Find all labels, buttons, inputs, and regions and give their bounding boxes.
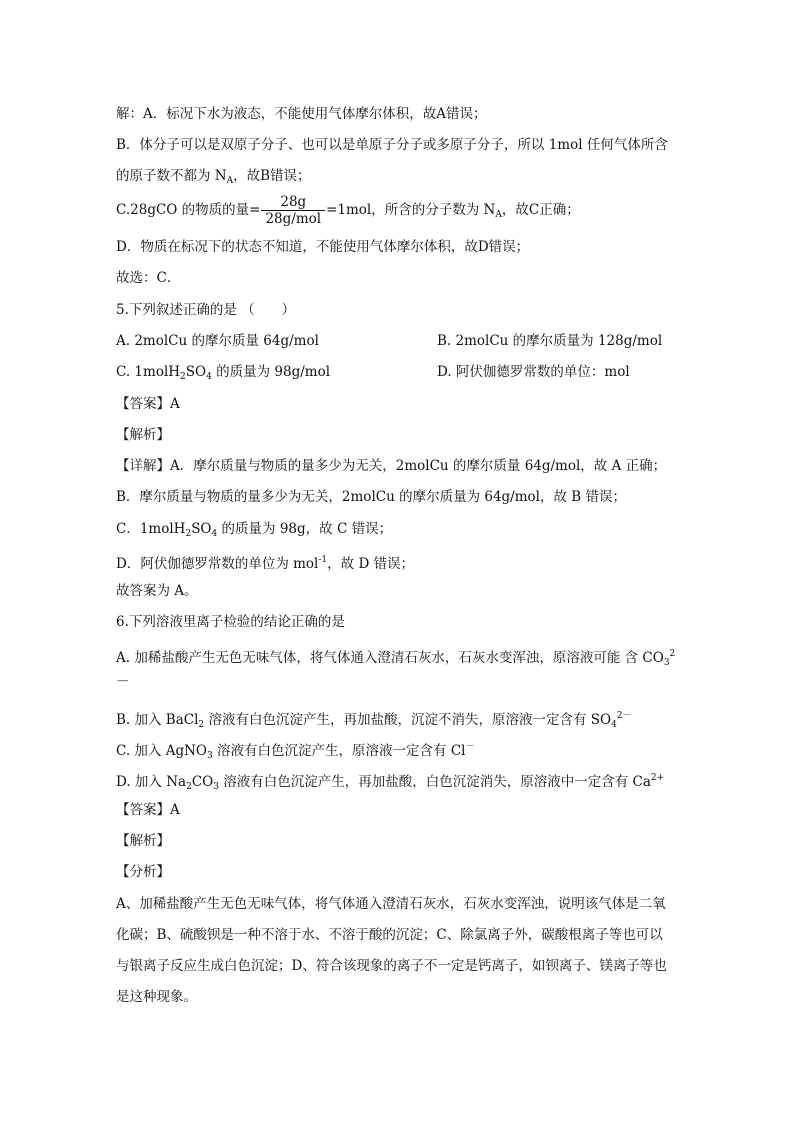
- q6-option-a-continued: －: [116, 674, 130, 690]
- q4-solution-b-line1: B．体分子可以是双原子分子、也可以是单原子分子或多原子分子，所以 1mol 任何气体所含: [116, 137, 668, 153]
- q5-option-d: D. 阿伏伽德罗常数的单位：mol: [437, 364, 630, 380]
- q6-option-c: C. 加入 AgNO$_3$ 溶液有白色沉淀产生，原溶液一定含有 Cl－: [116, 742, 475, 761]
- q5-detail-a: 【详解】A．摩尔质量与物质的量多少为无关，2molCu 的摩尔质量 64g/mol，故 A 正确；: [116, 458, 667, 474]
- q6-option-d: D. 加入 $Na_2CO_3$ 溶液有白色沉淀产生，再加盐酸，白色沉淀消失，原溶液中一定含有 $Ca^{2+}$: [116, 773, 665, 792]
- fraction: $\frac{28g}{\text{28g/mol}}$: [261, 194, 325, 227]
- q6-analysis-para-line1: A、加稀盐酸产生无色无味气体，将气体通入澄清石灰水，石灰水变浑浊，说明该气体是二氧: [116, 896, 666, 912]
- q5-conclusion: 故答案为 A。: [116, 583, 198, 599]
- q5-detail-c: C．$1molH_2SO_4$ 的质量为 98g，故 C 错误；: [116, 521, 393, 539]
- q5-option-c: C. $1molH_2SO_4$ 的质量为 98g/mol: [116, 364, 331, 382]
- q6-analysis-heading: 【解析】: [116, 833, 170, 849]
- q6-answer: 【答案】A: [116, 802, 180, 818]
- q6-analysis-para-line2: 化碳；B、硫酸钡是一种不溶于水、不溶于酸的沉淀；C、除氯离子外，碳酸根离子等也可以: [116, 927, 663, 943]
- q6-stem: 6.下列溶液里离子检验的结论正确的是: [116, 614, 345, 630]
- q4-solution-d: D．物质在标况下的状态不知道，不能使用气体摩尔体积，故D错误；: [116, 239, 530, 255]
- q6-fenxi-heading: 【分析】: [116, 864, 170, 880]
- q5-stem: 5.下列叙述正确的是 （ ）: [116, 302, 296, 318]
- q5-detail-d: D．阿伏伽德罗常数的单位为 mol$^{-1}$，故 D 错误；: [116, 555, 415, 572]
- q4-choose: 故选：C．: [116, 270, 181, 286]
- q5-option-b: B. 2molCu 的摩尔质量为 128g/mol: [437, 333, 663, 349]
- q5-detail-b: B．摩尔质量与物质的量多少为无关，2molCu 的摩尔质量为 64g/mol，故 B 错误；: [116, 489, 626, 505]
- q6-option-b: B. 加入 BaCl$_2$ 溶液有白色沉淀产生，再加盐酸，沉淀不消失，原溶液一定含有 $SO_4^{2-}$: [116, 711, 632, 730]
- q6-analysis-para-line3: 与银离子反应生成白色沉淀；D、符合该现象的离子不一定是钙离子，如钡离子、镁离子等也: [116, 958, 667, 974]
- q5-answer: 【答案】A: [116, 396, 180, 412]
- q5-option-a: A. 2molCu 的摩尔质量 64g/mol: [116, 333, 319, 349]
- q5-analysis-heading: 【解析】: [116, 427, 170, 443]
- q6-analysis-para-line4: 是这种现象。: [116, 989, 197, 1005]
- q4-solution-b-line2: 的原子数不都为 $N_A$，故B错误；: [116, 168, 311, 186]
- q4-solution-a: 解：A．标况下水为液态，不能使用气体摩尔体积，故A错误；: [116, 106, 487, 122]
- q6-option-a: A. 加稀盐酸产生无色无味气体，将气体通入澄清石灰水，石灰水变浑浊，原溶液可能 含 $CO_3^2$: [116, 649, 676, 668]
- q4-solution-c: C.28gCO 的物质的量= $\frac{28g}{\text{28g/mol}}$ =1mol，所含的分子数为 $N_A$，故C正确；: [116, 194, 580, 227]
